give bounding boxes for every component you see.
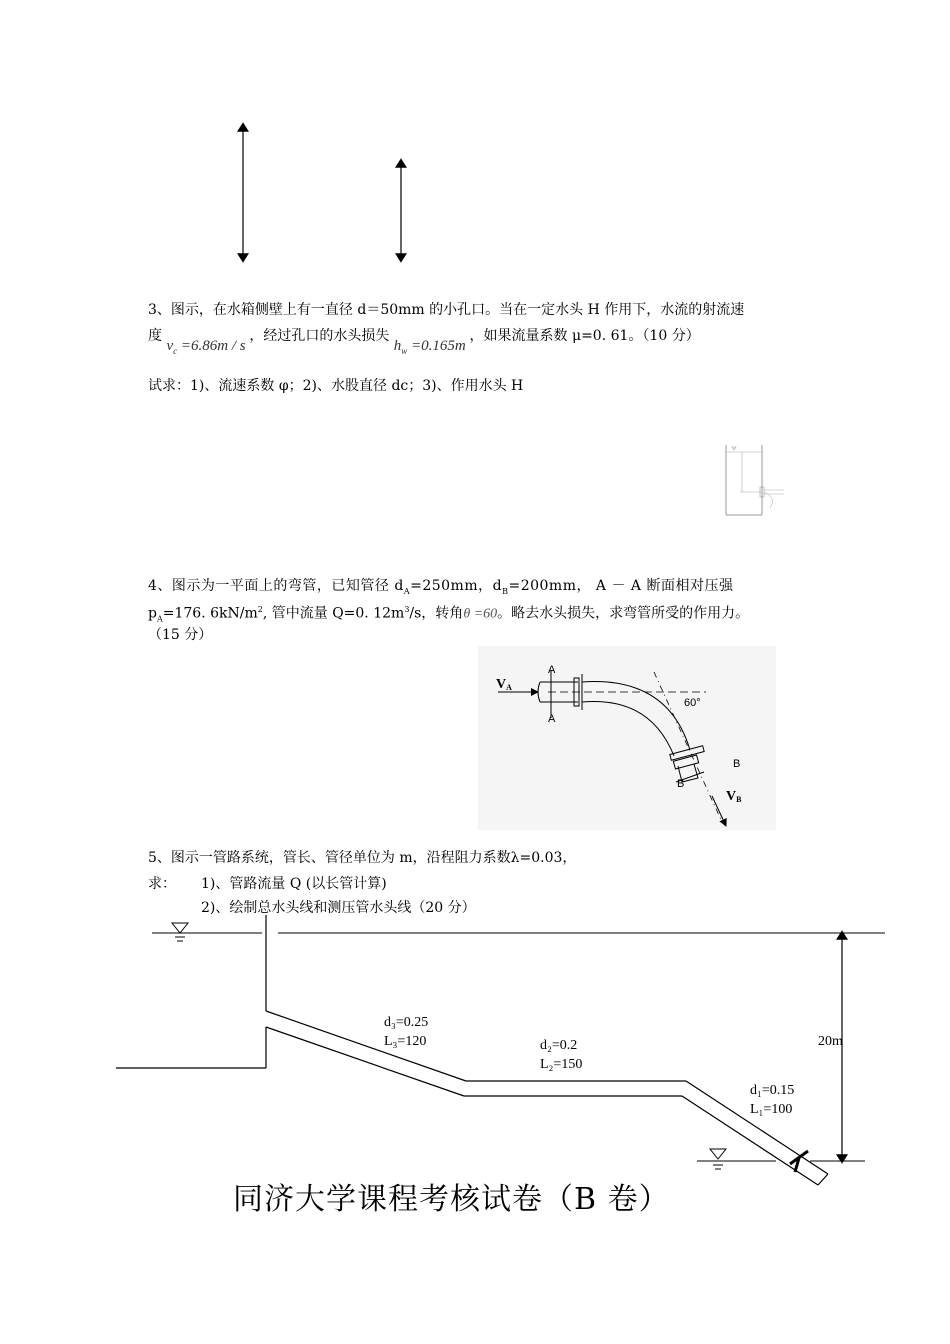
q5-height-label: 20m (818, 1034, 843, 1049)
q5-l2-label: L₂=150 (540, 1057, 583, 1072)
q4-sup3: 3 (404, 605, 410, 614)
q4-va-label: VA (496, 677, 512, 692)
q3-line2 (148, 326, 700, 356)
q4-sup2: 2 (257, 605, 263, 614)
hw-subscript: w (401, 346, 408, 356)
q4-line1-mid: =250mm，d (410, 578, 503, 594)
q4-line2-d: 。略去水头损失，求弯管所受的作用力。 (497, 605, 750, 622)
q3-line3: 试求：1)、流速系数 φ；2)、水股直径 dc；3)、作用水头 H (148, 378, 524, 394)
q4-line1 (148, 576, 734, 602)
vc-value: =6.86m / s (180, 338, 246, 354)
q4-b-left: B (677, 778, 685, 790)
q4-dA-sub: A (403, 586, 411, 596)
q4-vb-label: VB (726, 789, 742, 804)
q5-line1: 5、图示一管路系统，管长、管径单位为 m，沿程阻力系数λ=0.03， (148, 850, 577, 866)
vc-formula (166, 338, 249, 354)
q4-line1-end: =200mm， A － A 断面相对压强 (508, 578, 734, 594)
q5-line3: 2)、绘制总水头线和测压管水头线（20 分） (201, 900, 476, 916)
top-arrows-figure (0, 0, 950, 300)
q4-dB-sub: B (502, 586, 509, 596)
q4-a-top: A (548, 664, 556, 676)
q5-l1-label: L₁=100 (750, 1102, 793, 1117)
q3-line2-prefix: 度 (148, 328, 162, 344)
q3-line2-suffix: ，如果流量系数 μ=0. 61。（10 分） (469, 328, 700, 344)
q4-line1-text: 4、图示为一平面上的弯管，已知管径 d (148, 578, 404, 594)
q4-line2 (148, 600, 749, 629)
q4-angle: 60° (684, 697, 701, 709)
q4-theta: θ =60 (463, 606, 498, 622)
q5-l3-label: L₃=120 (384, 1034, 427, 1049)
hw-formula (394, 338, 470, 354)
q5-line2: 1)、管路流量 Q (以长管计算) (201, 876, 387, 892)
vc-subscript: c (173, 346, 178, 356)
q4-line2-b: , 管中流量 Q=0. 12m (262, 605, 405, 622)
q4-b-right: B (733, 758, 741, 770)
q3-line1: 3、图示，在水箱侧壁上有一直径 d＝50mm 的小孔口。当在一定水头 H 作用下，水流的射流速 (148, 302, 745, 318)
q4-pA: p (148, 605, 157, 622)
q4-line2-c: /s，转角 (409, 605, 464, 622)
q5-d1-label: d₁=0.15 (750, 1083, 795, 1098)
q3-tank-figure (722, 440, 802, 520)
q4-line2-a: =176. 6kN/m (162, 605, 258, 622)
q3-line2-mid: ，经过孔口的水头损失 (249, 328, 390, 344)
exam-title: 同济大学课程考核试卷（B 卷） (233, 1182, 670, 1217)
vc-symbol: v (166, 338, 174, 354)
q4-pA-sub: A (156, 614, 163, 624)
q5-line2-prefix: 求： (148, 876, 176, 892)
q5-pipeline-figure (0, 915, 950, 1175)
q4-a-bot: A (548, 713, 556, 725)
q4-bend-figure (478, 646, 776, 830)
hw-value: =0.165m (411, 338, 466, 354)
q5-d2-label: d₂=0.2 (540, 1038, 578, 1053)
q5-d3-label: d₃=0.25 (384, 1015, 429, 1030)
q4-line3: （15 分） (148, 627, 213, 643)
hw-symbol: h (393, 338, 402, 354)
